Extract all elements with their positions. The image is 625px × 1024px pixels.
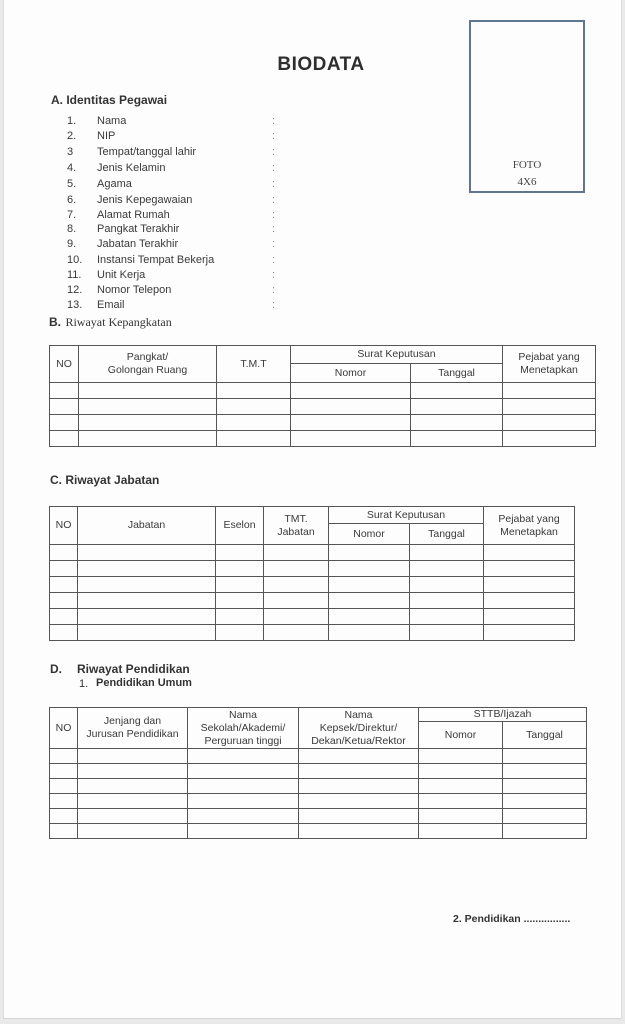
field-value-separator[interactable]: :: [272, 238, 276, 250]
table-cell[interactable]: [264, 625, 329, 641]
field-value-separator[interactable]: :: [272, 162, 276, 174]
table-cell[interactable]: [484, 609, 575, 625]
table-cell[interactable]: [188, 809, 299, 824]
table-cell[interactable]: [188, 764, 299, 779]
col-nomor: Nomor: [329, 524, 410, 545]
table-cell[interactable]: [78, 764, 188, 779]
table-cell[interactable]: [78, 779, 188, 794]
table-cell[interactable]: [419, 809, 503, 824]
col-no: NO: [50, 346, 79, 383]
col-tanggal: Tanggal: [503, 722, 587, 749]
field-number: 10.: [67, 254, 83, 266]
table-cell[interactable]: [503, 749, 587, 764]
table-cell[interactable]: [419, 749, 503, 764]
next-section-label: 2. Pendidikan ................: [453, 913, 571, 925]
table-row: [50, 824, 587, 839]
table-cell[interactable]: [78, 545, 216, 561]
col-tmt: T.M.T: [217, 346, 291, 383]
table-cell[interactable]: [264, 577, 329, 593]
table-cell[interactable]: [78, 609, 216, 625]
table-cell[interactable]: [188, 749, 299, 764]
table-cell[interactable]: [216, 593, 264, 609]
field-label: NIP: [97, 130, 116, 142]
table-cell[interactable]: [329, 577, 410, 593]
col-pejabat: Pejabat yang Menetapkan: [503, 346, 596, 383]
field-value-separator[interactable]: :: [272, 223, 276, 235]
section-d-heading: Riwayat Pendidikan: [77, 662, 190, 676]
field-number: 8.: [67, 223, 77, 235]
table-cell[interactable]: [79, 431, 217, 447]
table-cell[interactable]: [419, 824, 503, 839]
field-number: 9.: [67, 238, 77, 250]
col-sttb-ijazah: STTB/Ijazah: [419, 708, 587, 722]
table-row: [50, 809, 587, 824]
table-cell[interactable]: [216, 609, 264, 625]
table-cell[interactable]: [299, 824, 419, 839]
table-cell[interactable]: [484, 545, 575, 561]
table-cell[interactable]: [188, 779, 299, 794]
field-number: 6.: [67, 194, 77, 206]
table-cell[interactable]: [78, 561, 216, 577]
table-cell[interactable]: [291, 431, 411, 447]
col-nomor: Nomor: [419, 722, 503, 749]
field-label: Pangkat Terakhir: [97, 223, 180, 235]
field-number: 4.: [67, 162, 77, 174]
table-cell[interactable]: [50, 561, 78, 577]
section-c-heading: C. Riwayat Jabatan: [50, 473, 160, 487]
table-cell[interactable]: [50, 545, 78, 561]
col-surat-keputusan: Surat Keputusan: [291, 346, 503, 364]
field-value-separator[interactable]: :: [272, 130, 276, 142]
col-tmt-jabatan: TMT. Jabatan: [264, 507, 329, 545]
table-cell[interactable]: [329, 593, 410, 609]
table-row: [50, 609, 575, 625]
table-cell[interactable]: [411, 399, 503, 415]
col-jenjang: Jenjang dan Jurusan Pendidikan: [78, 708, 188, 749]
field-value-separator[interactable]: :: [272, 299, 276, 311]
table-cell[interactable]: [503, 399, 596, 415]
table-cell[interactable]: [299, 809, 419, 824]
table-cell[interactable]: [329, 609, 410, 625]
education-history-table: [49, 707, 587, 839]
table-cell[interactable]: [217, 415, 291, 431]
table-cell[interactable]: [410, 625, 484, 641]
field-number: 11.: [67, 269, 82, 281]
table-cell[interactable]: [188, 794, 299, 809]
table-cell[interactable]: [484, 577, 575, 593]
table-cell[interactable]: [188, 824, 299, 839]
field-label: Tempat/tanggal lahir: [97, 146, 197, 158]
section-d-subheading: Pendidikan Umum: [96, 677, 192, 689]
table-cell[interactable]: [216, 545, 264, 561]
col-jabatan: Jabatan: [78, 507, 216, 545]
table-cell[interactable]: [411, 383, 503, 399]
table-cell[interactable]: [216, 561, 264, 577]
table-cell[interactable]: [503, 431, 596, 447]
rank-history-table: [49, 345, 596, 447]
field-value-separator[interactable]: :: [272, 284, 276, 296]
col-nama-kepsek: Nama Kepsek/Direktur/ Dekan/Ketua/Rektor: [299, 708, 419, 749]
field-number: 5.: [67, 178, 77, 190]
table-row: [50, 593, 575, 609]
table-cell[interactable]: [50, 431, 79, 447]
table-cell[interactable]: [411, 431, 503, 447]
col-pejabat: Pejabat yang Menetapkan: [484, 507, 575, 545]
table-cell[interactable]: [503, 809, 587, 824]
table-cell[interactable]: [50, 824, 78, 839]
table-cell[interactable]: [299, 749, 419, 764]
field-label: Jenis Kelamin: [97, 162, 166, 174]
field-value-separator[interactable]: :: [272, 178, 276, 190]
section-b-heading-wrap: [49, 313, 172, 331]
table-cell[interactable]: [410, 609, 484, 625]
section-b-heading: Riwayat Kepangkatan: [65, 315, 172, 329]
table-cell[interactable]: [419, 779, 503, 794]
table-cell[interactable]: [50, 383, 79, 399]
field-label: Jabatan Terakhir: [97, 238, 179, 250]
table-cell[interactable]: [50, 609, 78, 625]
field-value-separator[interactable]: :: [272, 115, 276, 127]
table-cell[interactable]: [50, 399, 79, 415]
col-no: NO: [50, 708, 78, 749]
table-cell[interactable]: [419, 794, 503, 809]
field-value-separator[interactable]: :: [272, 269, 276, 281]
table-cell[interactable]: [329, 561, 410, 577]
table-row: [50, 561, 575, 577]
table-cell[interactable]: [410, 545, 484, 561]
table-cell[interactable]: [299, 764, 419, 779]
col-nama-sekolah: Nama Sekolah/Akademi/ Perguruan tinggi: [188, 708, 299, 749]
table-cell[interactable]: [78, 577, 216, 593]
table-row: [50, 399, 596, 415]
table-cell[interactable]: [264, 609, 329, 625]
col-nomor: Nomor: [291, 364, 411, 383]
table-cell[interactable]: [50, 577, 78, 593]
field-label: Unit Kerja: [97, 269, 146, 281]
field-number: 7.: [67, 209, 77, 221]
photo-label: FOTO: [512, 159, 542, 171]
field-number: 12.: [67, 284, 83, 296]
field-value-separator[interactable]: :: [272, 209, 276, 221]
section-b-letter: B.: [49, 315, 61, 329]
col-eselon: Eselon: [216, 507, 264, 545]
table-cell[interactable]: [264, 593, 329, 609]
table-row: [50, 779, 587, 794]
table-cell[interactable]: [78, 749, 188, 764]
table-row: [50, 794, 587, 809]
table-cell[interactable]: [503, 383, 596, 399]
table-cell[interactable]: [291, 399, 411, 415]
table-cell[interactable]: [78, 593, 216, 609]
field-label: Nama: [97, 115, 127, 127]
table-cell[interactable]: [50, 764, 78, 779]
table-cell[interactable]: [410, 561, 484, 577]
table-cell[interactable]: [50, 749, 78, 764]
section-d-sub-num: 1.: [79, 678, 89, 690]
field-label: Alamat Rumah: [97, 209, 170, 221]
table-cell[interactable]: [329, 545, 410, 561]
table-row: [50, 749, 587, 764]
field-value-separator[interactable]: :: [272, 146, 276, 158]
table-cell[interactable]: [50, 625, 78, 641]
table-row: [50, 545, 575, 561]
table-cell[interactable]: [79, 399, 217, 415]
table-cell[interactable]: [329, 625, 410, 641]
table-cell[interactable]: [50, 593, 78, 609]
table-cell[interactable]: [50, 415, 79, 431]
table-cell[interactable]: [50, 779, 78, 794]
field-label: Jenis Kepegawaian: [97, 194, 193, 206]
field-label: Email: [97, 299, 125, 311]
table-cell[interactable]: [50, 809, 78, 824]
table-cell[interactable]: [78, 809, 188, 824]
field-value-separator[interactable]: :: [272, 194, 276, 206]
table-cell[interactable]: [264, 561, 329, 577]
table-row: [50, 764, 587, 779]
table-cell[interactable]: [291, 415, 411, 431]
table-row: [50, 431, 596, 447]
table-cell[interactable]: [50, 794, 78, 809]
table-cell[interactable]: [217, 383, 291, 399]
table-cell[interactable]: [216, 577, 264, 593]
col-surat-keputusan: Surat Keputusan: [329, 507, 484, 524]
field-label: Instansi Tempat Bekerja: [97, 254, 215, 266]
photo-placeholder-box: [469, 20, 585, 193]
table-cell[interactable]: [79, 383, 217, 399]
photo-size-label: 4X6: [517, 176, 537, 188]
col-pangkat: Pangkat/ Golongan Ruang: [79, 346, 217, 383]
col-tanggal: Tanggal: [410, 524, 484, 545]
document-title: BIODATA: [277, 54, 365, 75]
table-row: [50, 577, 575, 593]
field-value-separator[interactable]: :: [272, 254, 276, 266]
table-cell[interactable]: [78, 824, 188, 839]
table-cell[interactable]: [411, 415, 503, 431]
position-history-table: [49, 506, 575, 641]
table-row: [50, 383, 596, 399]
table-cell[interactable]: [410, 577, 484, 593]
table-cell[interactable]: [484, 625, 575, 641]
table-cell[interactable]: [410, 593, 484, 609]
col-no: NO: [50, 507, 78, 545]
field-label: Agama: [97, 178, 132, 190]
table-cell[interactable]: [79, 415, 217, 431]
col-tanggal: Tanggal: [411, 364, 503, 383]
table-row: [50, 625, 575, 641]
table-cell[interactable]: [291, 383, 411, 399]
table-cell[interactable]: [503, 824, 587, 839]
table-row: [50, 415, 596, 431]
table-cell[interactable]: [78, 794, 188, 809]
field-number: 1.: [67, 115, 77, 127]
field-number: 13.: [67, 299, 83, 311]
section-a-heading: A. Identitas Pegawai: [51, 93, 168, 107]
field-number: 3: [67, 146, 74, 158]
table-cell[interactable]: [503, 764, 587, 779]
table-cell[interactable]: [419, 764, 503, 779]
section-d-letter: D.: [50, 662, 62, 676]
table-cell[interactable]: [78, 625, 216, 641]
table-cell[interactable]: [503, 415, 596, 431]
table-cell[interactable]: [484, 593, 575, 609]
field-label: Nomor Telepon: [97, 284, 172, 296]
table-cell[interactable]: [484, 561, 575, 577]
table-cell[interactable]: [216, 625, 264, 641]
field-number: 2.: [67, 130, 77, 142]
table-cell[interactable]: [503, 794, 587, 809]
table-cell[interactable]: [217, 431, 291, 447]
table-cell[interactable]: [299, 779, 419, 794]
table-cell[interactable]: [264, 545, 329, 561]
table-cell[interactable]: [217, 399, 291, 415]
table-cell[interactable]: [299, 794, 419, 809]
table-cell[interactable]: [503, 779, 587, 794]
